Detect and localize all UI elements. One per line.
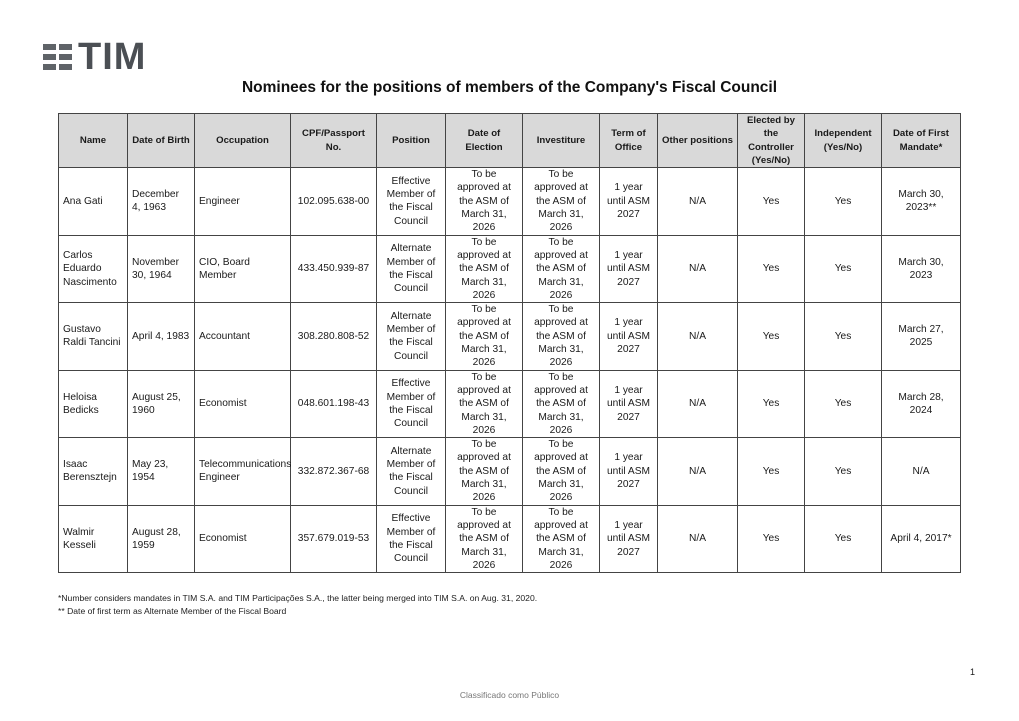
cell-name: Gustavo Raldi Tancini xyxy=(59,303,128,370)
cell-occupation: Engineer xyxy=(195,168,291,235)
cell-date-of-birth: May 23, 1954 xyxy=(128,438,195,505)
cell-other-positions: N/A xyxy=(658,303,738,370)
cell-position: Effective Member of the Fiscal Council xyxy=(377,505,446,572)
header-cell: CPF/Passport No. xyxy=(291,114,377,168)
cell-investiture: To be approved at the ASM of March 31, 2026 xyxy=(523,168,600,235)
cell-term: 1 year until ASM 2027 xyxy=(600,168,658,235)
cell-first-mandate: April 4, 2017* xyxy=(882,505,961,572)
cell-date-of-election: To be approved at the ASM of March 31, 2026 xyxy=(446,505,523,572)
cell-position: Alternate Member of the Fiscal Council xyxy=(377,438,446,505)
table-row xyxy=(59,168,961,235)
cell-occupation: Economist xyxy=(195,370,291,437)
cell-elected-by-controller: Yes xyxy=(738,235,805,302)
cell-other-positions: N/A xyxy=(658,235,738,302)
cell-cpf: 332.872.367-68 xyxy=(291,438,377,505)
cell-investiture: To be approved at the ASM of March 31, 2026 xyxy=(523,303,600,370)
header-cell: Elected by the Controller (Yes/No) xyxy=(738,114,805,168)
table-row xyxy=(59,505,961,572)
cell-date-of-birth: April 4, 1983 xyxy=(128,303,195,370)
footnote-first-term: ** Date of first term as Alternate Member of the Fiscal Board xyxy=(58,605,287,616)
cell-independent: Yes xyxy=(805,303,882,370)
cell-cpf: 308.280.808-52 xyxy=(291,303,377,370)
tim-logo xyxy=(43,38,146,76)
cell-date-of-birth: December 4, 1963 xyxy=(128,168,195,235)
cell-independent: Yes xyxy=(805,505,882,572)
cell-independent: Yes xyxy=(805,438,882,505)
footnotes xyxy=(58,592,537,617)
cell-name: Heloisa Bedicks xyxy=(59,370,128,437)
cell-first-mandate: March 30, 2023** xyxy=(882,168,961,235)
cell-cpf: 433.450.939-87 xyxy=(291,235,377,302)
cell-occupation: Accountant xyxy=(195,303,291,370)
header-cell: Date of Election xyxy=(446,114,523,168)
header-cell: Position xyxy=(377,114,446,168)
header-cell: Investiture xyxy=(523,114,600,168)
cell-investiture: To be approved at the ASM of March 31, 2026 xyxy=(523,438,600,505)
cell-elected-by-controller: Yes xyxy=(738,370,805,437)
cell-term: 1 year until ASM 2027 xyxy=(600,438,658,505)
header-cell: Term of Office xyxy=(600,114,658,168)
header-cell: Independent (Yes/No) xyxy=(805,114,882,168)
cell-date-of-election: To be approved at the ASM of March 31, 2026 xyxy=(446,168,523,235)
logo-text: TIM xyxy=(78,36,147,78)
logo-mark-icon xyxy=(43,44,72,70)
document-title: Nominees for the positions of members of the Company's Fiscal Council xyxy=(241,79,778,96)
cell-independent: Yes xyxy=(805,370,882,437)
header-cell: Date of First Mandate* xyxy=(882,114,961,168)
header-cell: Other positions xyxy=(658,114,738,168)
table-header-row xyxy=(59,114,961,168)
cell-elected-by-controller: Yes xyxy=(738,303,805,370)
cell-other-positions: N/A xyxy=(658,438,738,505)
cell-position: Alternate Member of the Fiscal Council xyxy=(377,303,446,370)
cell-term: 1 year until ASM 2027 xyxy=(600,235,658,302)
cell-position: Effective Member of the Fiscal Council xyxy=(377,168,446,235)
cell-elected-by-controller: Yes xyxy=(738,168,805,235)
table-row xyxy=(59,235,961,302)
cell-date-of-birth: August 28, 1959 xyxy=(128,505,195,572)
cell-term: 1 year until ASM 2027 xyxy=(600,505,658,572)
header-cell: Date of Birth xyxy=(128,114,195,168)
cell-term: 1 year until ASM 2027 xyxy=(600,303,658,370)
cell-first-mandate: March 30, 2023 xyxy=(882,235,961,302)
cell-date-of-election: To be approved at the ASM of March 31, 2026 xyxy=(446,438,523,505)
cell-other-positions: N/A xyxy=(658,168,738,235)
cell-cpf: 357.679.019-53 xyxy=(291,505,377,572)
table-row xyxy=(59,303,961,370)
cell-name: Isaac Berensztejn xyxy=(59,438,128,505)
table-row xyxy=(59,438,961,505)
cell-date-of-birth: August 25, 1960 xyxy=(128,370,195,437)
header-cell: Occupation xyxy=(195,114,291,168)
cell-other-positions: N/A xyxy=(658,505,738,572)
cell-occupation: CIO, Board Member xyxy=(195,235,291,302)
cell-date-of-election: To be approved at the ASM of March 31, 2026 xyxy=(446,303,523,370)
cell-other-positions: N/A xyxy=(658,370,738,437)
cell-position: Alternate Member of the Fiscal Council xyxy=(377,235,446,302)
cell-name: Walmir Kesseli xyxy=(59,505,128,572)
header-cell: Name xyxy=(59,114,128,168)
cell-term: 1 year until ASM 2027 xyxy=(600,370,658,437)
cell-elected-by-controller: Yes xyxy=(738,438,805,505)
footnote-mandates: *Number considers mandates in TIM S.A. and TIM Participações S.A., the latter being merged into TIM S.A. on Aug. 31, 2020. xyxy=(58,593,538,603)
cell-occupation: Telecommunications Engineer xyxy=(195,438,291,505)
table-row xyxy=(59,370,961,437)
cell-date-of-election: To be approved at the ASM of March 31, 2026 xyxy=(446,370,523,437)
cell-position: Effective Member of the Fiscal Council xyxy=(377,370,446,437)
nominees-table xyxy=(58,113,961,573)
cell-first-mandate: March 27, 2025 xyxy=(882,303,961,370)
cell-independent: Yes xyxy=(805,168,882,235)
cell-investiture: To be approved at the ASM of March 31, 2026 xyxy=(523,370,600,437)
classification-label: Classificado como Público xyxy=(459,690,560,700)
cell-cpf: 048.601.198-43 xyxy=(291,370,377,437)
page-number: 1 xyxy=(970,667,976,677)
cell-date-of-election: To be approved at the ASM of March 31, 2026 xyxy=(446,235,523,302)
cell-investiture: To be approved at the ASM of March 31, 2026 xyxy=(523,235,600,302)
cell-first-mandate: N/A xyxy=(882,438,961,505)
cell-name: Ana Gati xyxy=(59,168,128,235)
cell-cpf: 102.095.638-00 xyxy=(291,168,377,235)
cell-first-mandate: March 28, 2024 xyxy=(882,370,961,437)
cell-investiture: To be approved at the ASM of March 31, 2026 xyxy=(523,505,600,572)
cell-name: Carlos Eduardo Nascimento xyxy=(59,235,128,302)
cell-date-of-birth: November 30, 1964 xyxy=(128,235,195,302)
cell-elected-by-controller: Yes xyxy=(738,505,805,572)
cell-independent: Yes xyxy=(805,235,882,302)
cell-occupation: Economist xyxy=(195,505,291,572)
